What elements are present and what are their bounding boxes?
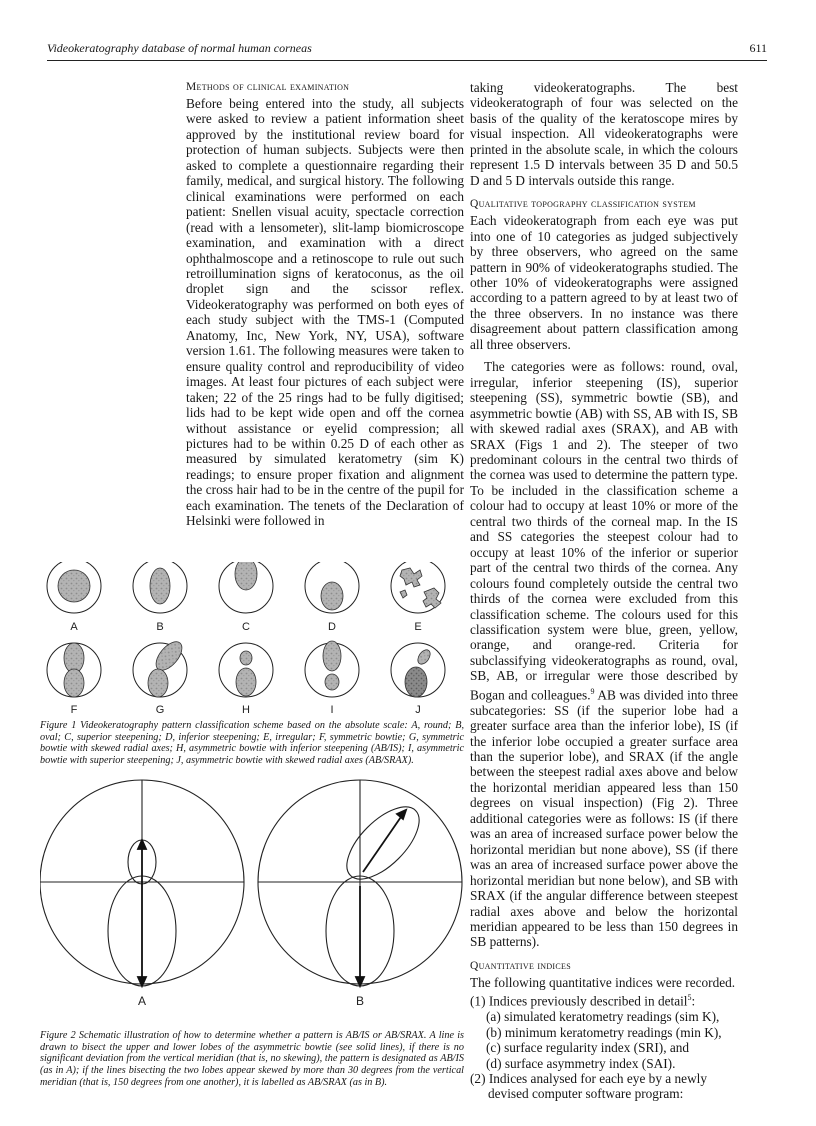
figure-1-label-d: D [328,621,336,633]
figure-2b-arrowhead-bottom [356,977,364,986]
indices-sublist [470,1009,738,1071]
figure-1-label-e: E [414,621,422,633]
page-number: 611 [749,41,767,55]
figure-1-label-f: F [70,704,78,716]
pattern-skewed-lower [148,669,168,697]
figure-1-row2-labels [40,702,464,716]
categories-paragraph [470,359,738,950]
pattern-oval [150,568,170,604]
categories-text-cont: AB was divided into three subcategories: SS (if the superior lobe had a greater surface area than the inferior lobe), IS (if the inferior lobe occupied a greater surface area than the superior lobe), and SRAX (if the angle between the steepest radial axes above and below the horizontal meridian appeared less than 150 degrees on visual inspection) (Fig 2). Three additional categories were as follows: IS (if there was an area of increased surface power below the horizontal meridian but none above), SS (if there was an area of increased surface power above the horizontal meridian but none below), and SB with SRAX (if the angular difference between steepest radial axes above and below the horizontal meridian appeared to be less than 150 degrees in SB patterns). [470,687,738,950]
figure-2b-arrowhead-upper [397,810,406,819]
list-item: (d) surface asymmetry index (SAI). [486,1055,676,1071]
pattern-abis-upper [240,651,252,665]
left-column [186,80,464,529]
section-heading-methods: Methods of clinical examination [186,81,350,93]
indices-list-2: (2) Indices analysed for each eye by a newly devised computer software program: [470,1071,708,1102]
figure-1-label-a: A [70,621,78,633]
figure-2a-arrowhead-top [138,840,146,849]
figure-1-label-g: G [155,704,165,716]
quantitative-intro: The following quantitative indices were recorded. [470,974,736,990]
list-item: (a) simulated keratometry readings (sim K), [486,1009,720,1025]
pattern-abss-upper [323,641,341,671]
pattern-round [58,570,90,602]
figure-1-label-h: H [242,704,250,716]
indices-list-1-label: (1) Indices previously described in detail [470,993,688,1009]
indices-list-1-colon: : [691,993,696,1009]
figure-2-caption: Figure 2 Schematic illustration of how to determine whether a pattern is AB/IS or AB/SRAX. A line is drawn to bisect the upper and lower lobes of the asymmetric bowtie (see solid lines), if there is no significant deviation from the vertical meridian (that is, no skewing), the pattern is designated as AB/IS (as in A); if the lines bisecting the two lobes appear skewed by more than 30 degrees from the vertical meridian (that is, 150 degrees from one another), it is labelled as AB/SRAX (as in B). [40,1030,464,1088]
pattern-superior-steepening [235,562,257,590]
figure-2b-bisector-upper [363,814,403,872]
running-head [47,38,767,61]
list-item: (c) surface regularity index (SRI), and [486,1040,690,1056]
figure-2-schematic [40,768,464,1028]
list-item: (b) minimum keratometry readings (min K), [486,1024,722,1040]
pattern-abis-lower [236,668,256,696]
figure-2-label-a: A [137,994,147,1008]
journal-running-title: Videokeratography database of normal human corneas [47,41,312,55]
pattern-bowtie-lower [64,669,84,697]
figure-1-pattern-diagrams [40,562,464,702]
figure-2a-arrowhead-bottom [138,977,146,986]
section-heading-quantitative: Quantitative indices [470,959,571,972]
figure-1-label-c: C [242,621,250,633]
figure-1-label-b: B [156,621,164,633]
figure-1-caption: Figure 1 Videokeratography pattern classification scheme based on the absolute scale: A, round; B, oval; C, superior steepening; D, inferior steepening; E, irregular; F, symmetric bowtie; G, symmetric bowtie with skewed radial axes; H, asymmetric bowtie with inferior steepening (AB/IS); I, asymmetric bowtie with superior steepening; J, asymmetric bowtie with skewed radial axes (AB/SRAX). [40,720,464,767]
qualitative-paragraph: Each videokeratograph from each eye was put into one of 10 categories as judged subjectively by three observers, who agreed on the same pattern in 90% of videokeratographs studied. The other 10% of videokeratographs were assigned according to a pattern agreed to by at least two of the three observers. In no instance was there disagreement about pattern classification among all three observers. [470,213,738,352]
pattern-irregular [400,568,441,608]
methods-paragraph: Before being entered into the study, all subjects were asked to review a patient information sheet approved by the institutional review board for protection of human subjects. Subjects were then asked to complete a questionnaire regarding their family, medical, and surgical history. The following clinical examinations were performed on each patient: Snellen visual acuity, spectacle correction (read with a lensometer), slit-lamp biomicroscope examination, and examination with a direct ophthalmoscope and a retinoscope to rule out such retroillumination signs of keratoconus, as the oil droplet sign and the scissor reflex. Videokeratography was performed on both eyes of each study subject with the TMS-1 (Computed Anatomy, Inc, New York, NY, USA), software version 1.61. The following measures were taken to ensure quality control and reproducibility of video images. At least four pictures of each subject were taken; 22 of the 25 rings had to be fully digitised; lids had to be kept wide open and off the cornea without assistance or eyelid compression; all pictures had to be within 0.25 D of each other as measured by simulated keratometry (sim K) readings; to ensure proper fixation and alignment the cross hair had to be in the centre of the pupil for each examination. The tenets of the Declaration of Helsinki were followed in [186,96,464,529]
right-column [470,80,738,1102]
figure-1-label-j: J [415,704,421,716]
section-heading-qualitative: Qualitative topography classification system [470,198,696,211]
continuation-paragraph: taking videokeratographs. The best videokeratograph of four was selected on the basis of the quality of the keratoscope mires by visual inspection. All videokeratographs were printed in the absolute scale, in which the colours represent 1.5 D intervals between 35 D and 50.5 D and 5 D intervals outside this range. [470,80,738,188]
reference-9: 9 [590,686,595,696]
pattern-absrax-upper [415,648,432,667]
pattern-absrax-lower [405,667,427,697]
figure-1-label-i: I [330,704,334,716]
pattern-bowtie-upper [64,643,84,673]
pattern-abss-lower [325,674,339,690]
figure-2-label-b: B [355,994,365,1008]
pattern-inferior-steepening [321,582,343,610]
indices-list-1 [470,990,738,1009]
reference-5: 5 [687,993,692,1003]
categories-text: The categories were as follows: round, oval, irregular, inferior steepening (IS), superior steepening (SS), symmetric bowtie (SB), and asymmetric bowtie (AB) with SS, AB with IS, SB with skewed radial axes (SRAX), and AB with SRAX (Figs 1 and 2). The steeper of two predominant colours in the central two thirds of the cornea was used to determine the pattern type. To be included in the classification scheme a colour had to occupy at least 10% or more of the central two thirds of the corneal map. In the IS and SS categories the steepest colour had to occupy at least 10% of the inferior or superior part of the central two thirds of the cornea. Any colours found completely outside the central two thirds of the cornea were excluded from this classification scheme. The colours used for this classification system were blue, green, yellow, orange, and orange-red. Criteria for subclassifying videokeratographs as round, oval, SB, AB, or irregular were those described by Bogan and colleagues. [470,359,738,703]
